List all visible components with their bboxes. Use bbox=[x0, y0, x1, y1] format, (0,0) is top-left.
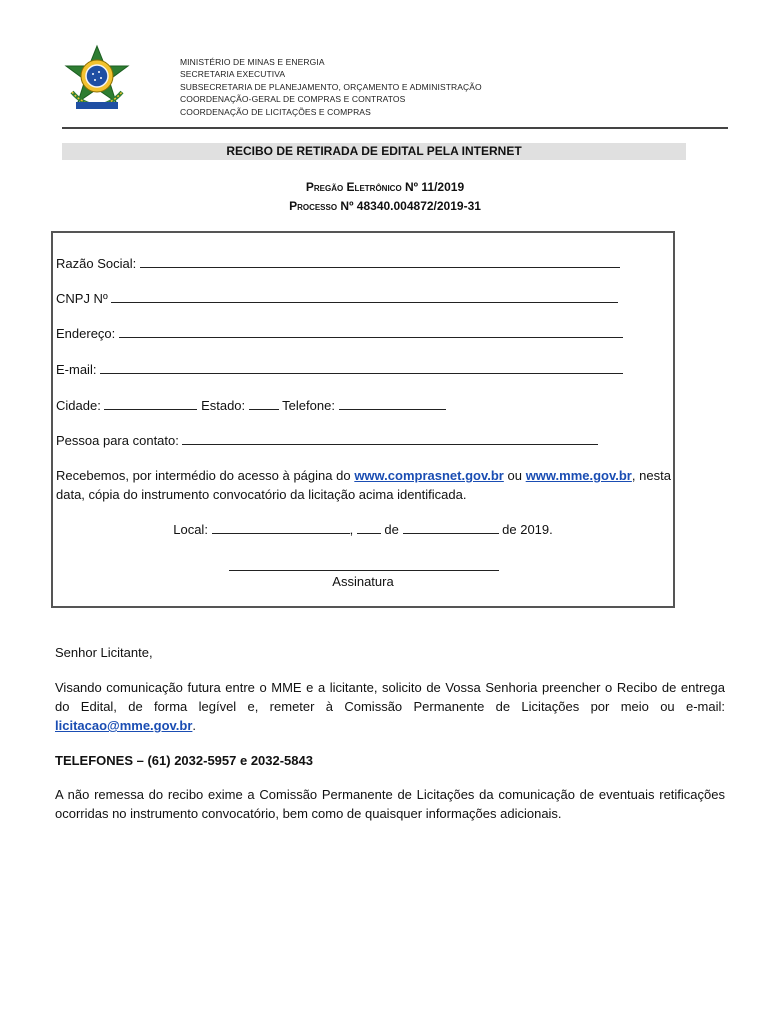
brazil-coat-of-arms-icon bbox=[62, 44, 132, 114]
receipt-text: ou bbox=[507, 468, 522, 483]
local-label: Local: bbox=[173, 522, 208, 537]
de-label: de bbox=[384, 522, 399, 537]
header-line: SECRETARIA EXECUTIVA bbox=[180, 69, 286, 80]
telefone-field[interactable] bbox=[339, 397, 446, 410]
header-line: SUBSECRETARIA DE PLANEJAMENTO, ORÇAMENTO E ADMINISTRAÇÃO bbox=[180, 81, 482, 92]
header-line: MINISTÉRIO DE MINAS E ENERGIA bbox=[180, 57, 325, 67]
comprasnet-link[interactable]: www.comprasnet.gov.br bbox=[354, 468, 504, 483]
endereco-label: Endereço: bbox=[56, 326, 116, 341]
razao-social-label: Razão Social: bbox=[56, 256, 137, 271]
instruction-text: Visando comunicação futura entre o MME e a licitante, solicito de Vossa Senhoria preencher o Recibo de entrega do Edital, de forma legível e, remeter à Comissão Permanente de Licitações por meio ou e-mail: bbox=[55, 680, 725, 714]
processo-heading bbox=[0, 199, 770, 213]
day-field[interactable] bbox=[357, 521, 381, 534]
processo-number: Nº 48340.004872/2019-31 bbox=[340, 199, 481, 213]
cidade-label: Cidade: bbox=[56, 398, 101, 413]
email-field[interactable] bbox=[100, 361, 623, 374]
local-field[interactable] bbox=[212, 521, 350, 534]
pregao-heading bbox=[0, 180, 770, 194]
mme-link[interactable]: www.mme.gov.br bbox=[525, 468, 632, 483]
email-label: E-mail: bbox=[56, 362, 97, 377]
endereco-row bbox=[56, 325, 623, 341]
year-label: de 2019. bbox=[502, 522, 553, 537]
razao-social-row bbox=[56, 255, 620, 271]
disclaimer-paragraph: A não remessa do recibo exime a Comissão Permanente de Licitações da comunicação de eventuais retificações ocorridas no instrumento convocatório, bem como de quaisquer informações adicionais. bbox=[55, 787, 725, 821]
header-line: COORDENAÇÃO DE LICITAÇÕES E COMPRAS bbox=[180, 106, 371, 117]
cnpj-row bbox=[56, 290, 618, 306]
email-row bbox=[56, 361, 623, 377]
cidade-row bbox=[56, 397, 446, 413]
header-line: COORDENAÇÃO-GERAL DE COMPRAS E CONTRATOS bbox=[180, 94, 406, 105]
cnpj-field[interactable] bbox=[111, 290, 618, 303]
telefones-line: TELEFONES – (61) 2032-5957 e 2032-5843 bbox=[55, 753, 313, 768]
telefone-label: Telefone: bbox=[282, 398, 335, 413]
ministry-header bbox=[180, 56, 482, 118]
instruction-paragraph: Visando comunicação futura entre o MME e a licitante, solicito de Vossa Senhoria preencher o Recibo de entrega do Edital, de forma legível e, remeter à Comissão Permanente de Licitações por meio ou e-mail: licitacao@mme.gov.br. bbox=[55, 680, 725, 733]
header-divider bbox=[62, 127, 728, 129]
estado-field[interactable] bbox=[249, 397, 279, 410]
cnpj-label: CNPJ Nº bbox=[56, 291, 108, 306]
greeting: Senhor Licitante, bbox=[55, 645, 153, 660]
assinatura-label: Assinatura bbox=[332, 574, 394, 589]
receipt-form-box bbox=[51, 231, 675, 608]
licitacao-email-link[interactable]: licitacao@mme.gov.br bbox=[55, 718, 193, 733]
local-date-row: Local: , de de 2019. bbox=[173, 522, 553, 537]
receipt-text: Recebemos, por intermédio do acesso à página do bbox=[56, 468, 351, 483]
cidade-field[interactable] bbox=[104, 397, 197, 410]
pessoa-row bbox=[56, 432, 598, 448]
pessoa-field[interactable] bbox=[182, 432, 598, 445]
document-title: RECIBO DE RETIRADA DE EDITAL PELA INTERNET bbox=[62, 143, 686, 160]
receipt-text: , nesta data, cópia do instrumento convocatório da licitação acima identificada. bbox=[56, 468, 671, 502]
pregao-label: Pregão Eletrônico bbox=[305, 180, 402, 194]
estado-label: Estado: bbox=[201, 398, 246, 413]
month-field[interactable] bbox=[403, 521, 499, 534]
pessoa-label: Pessoa para contato: bbox=[56, 433, 179, 448]
pregao-number: Nº 11/2019 bbox=[405, 180, 465, 194]
processo-label: Processo bbox=[289, 199, 338, 213]
receipt-statement bbox=[56, 466, 671, 504]
endereco-field[interactable] bbox=[119, 325, 623, 338]
razao-social-field[interactable] bbox=[140, 255, 620, 268]
signature-line[interactable] bbox=[229, 570, 499, 571]
